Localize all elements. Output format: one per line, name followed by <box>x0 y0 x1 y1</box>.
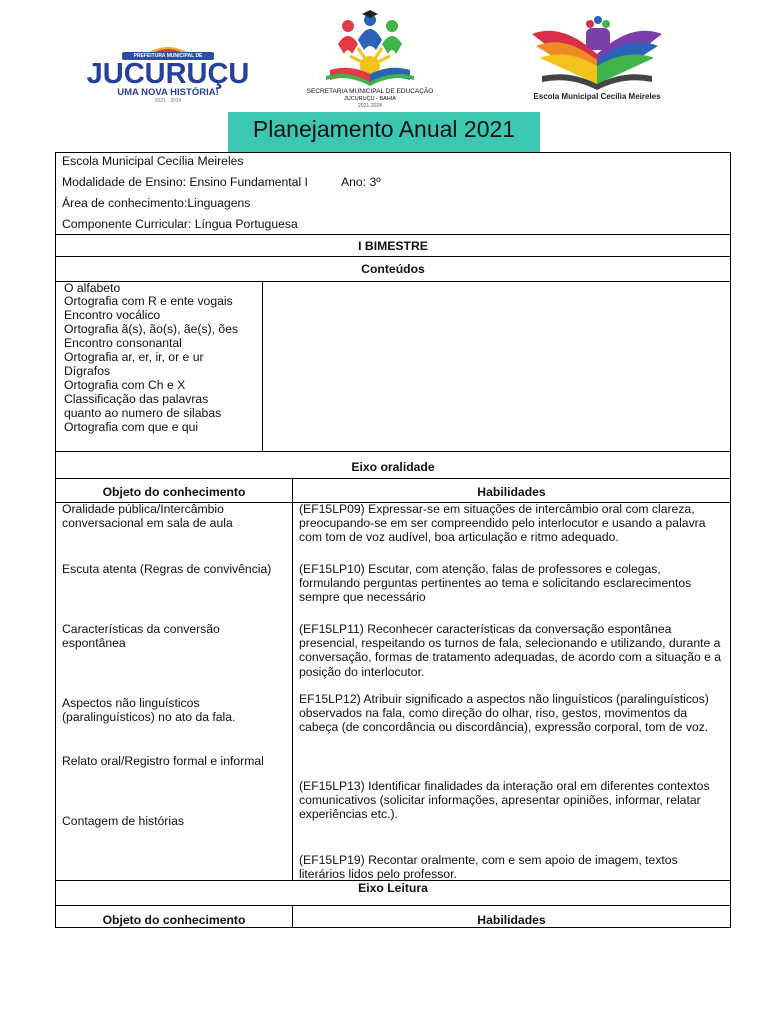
conteudo-item: Ortografia com Ch e X <box>64 378 186 392</box>
row-divider <box>56 281 730 282</box>
conteudo-item: Encontro vocálico <box>64 308 161 322</box>
objeto-item: Aspectos não linguísticos (paralinguísticos) no ato da fala. <box>62 696 236 725</box>
conteudo-item: Ortografia ã(s), ão(s), ãe(s), ões <box>64 322 239 336</box>
page-title: Planejamento Anual 2021 <box>252 116 516 142</box>
secretaria-line3: 2021-2024 <box>358 103 382 109</box>
leitura-col-habilidades: Habilidades <box>477 913 546 927</box>
header-logos <box>0 0 768 112</box>
planning-table <box>55 152 731 928</box>
escola-logo <box>522 14 672 106</box>
prefeitura-slogan: UMA NOVA HISTÓRIA! <box>117 87 219 98</box>
conteudo-item: quanto ao numero de silabas <box>64 406 222 420</box>
secretaria-logo <box>300 10 440 110</box>
prefeitura-line1: PREFEITURA MUNICIPAL DE <box>133 53 203 59</box>
escola-book-emblem <box>522 14 672 92</box>
eixo-oralidade-heading: Eixo oralidade <box>351 460 435 474</box>
conteudos-col-divider <box>262 281 263 451</box>
title-banner <box>228 112 540 152</box>
leitura-col-objeto: Objeto do conhecimento <box>102 913 246 927</box>
conteudo-item: Classificação das palavras <box>64 392 209 406</box>
conteudo-item: Encontro consonantal <box>64 336 182 350</box>
objeto-item: Contagem de histórias <box>62 814 184 828</box>
conteudo-item: O alfabeto <box>64 281 121 295</box>
prefeitura-name: JUCURUÇU <box>86 58 250 90</box>
objeto-item: Características da conversão espontânea <box>62 622 220 651</box>
prefeitura-logo <box>82 36 254 108</box>
oralidade-col-habilidades: Habilidades <box>477 485 546 499</box>
oralidade-col-divider <box>292 478 293 880</box>
school-name: Escola Municipal Cecília Meireles <box>62 154 244 168</box>
ano-field: Ano: 3º <box>341 175 381 189</box>
habilidade-item: (EF15LP19) Recontar oralmente, com e sem apoio de imagem, textos literários lidos pelo professor. <box>299 853 678 882</box>
eixo-leitura-heading: Eixo Leitura <box>358 881 428 895</box>
conteudo-item: Ortografia ar, er, ir, or e ur <box>64 350 204 364</box>
modalidade-field: Modalidade de Ensino: Ensino Fundamental I <box>62 175 308 189</box>
row-divider <box>56 451 730 452</box>
secretaria-line2: JUCURUÇU - BAHIA <box>344 96 396 102</box>
oralidade-col-objeto: Objeto do conhecimento <box>102 485 246 499</box>
componente-field: Componente Curricular: Língua Portuguesa <box>62 217 298 231</box>
habilidade-item: (EF15LP11) Reconhecer características da conversação espontânea presencial, respeitando os turnos de fala, selecionando e utilizando, durante a conversação, formas de tratamento adequadas, de acordo com a situação e a posição do interlocutor. <box>299 622 722 679</box>
bimestre-heading: I BIMESTRE <box>358 239 428 253</box>
objeto-item: Escuta atenta (Regras de convivência) <box>62 562 272 576</box>
prefeitura-years: 2021 - 2024 <box>154 98 182 104</box>
habilidade-item: EF15LP12) Atribuir significado a aspectos não linguísticos (paralinguísticos) observados na fala, como direção do olhar, riso, gestos, movimentos da cabeça (de concordância ou discordância), expressão corporal, tom de voz. <box>299 692 709 735</box>
secretaria-line1: SECRETARIA MUNICIPAL DE EDUCAÇÃO <box>306 88 434 95</box>
habilidade-item: (EF15LP09) Expressar-se em situações de intercâmbio oral com clareza, preocupando-se em ser compreendido pelo interlocutor e usando a palavra com tom de voz audível, boa articulação e ritmo adequado. <box>299 502 706 545</box>
objeto-item: Oralidade pública/Intercâmbio conversacional em sala de aula <box>62 502 233 531</box>
secretaria-emblem <box>300 10 440 88</box>
conteudos-heading: Conteúdos <box>361 262 425 276</box>
row-divider <box>56 478 730 479</box>
area-field: Área de conhecimento:Linguagens <box>62 196 251 210</box>
row-divider <box>56 256 730 257</box>
escola-name: Escola Municipal Cecília Meireles <box>533 92 661 101</box>
row-divider <box>56 905 730 906</box>
conteudo-item: Dígrafos <box>64 364 111 378</box>
conteudo-item: Ortografia com R e ente vogais <box>64 294 233 308</box>
habilidade-item: (EF15LP10) Escutar, com atenção, falas de professores e colegas, formulando perguntas pertinentes ao tema e solicitando esclarecimentos sempre que necessário <box>299 562 692 605</box>
objeto-item: Relato oral/Registro formal e informal <box>62 754 264 768</box>
conteudo-item: Ortografia com que e qui <box>64 420 199 434</box>
habilidade-item: (EF15LP13) Identificar finalidades da interação oral em diferentes contextos comunicativos (solicitar informações, apresentar opiniões, informar, relatar experiências etc.). <box>299 779 710 822</box>
row-divider <box>56 234 730 235</box>
